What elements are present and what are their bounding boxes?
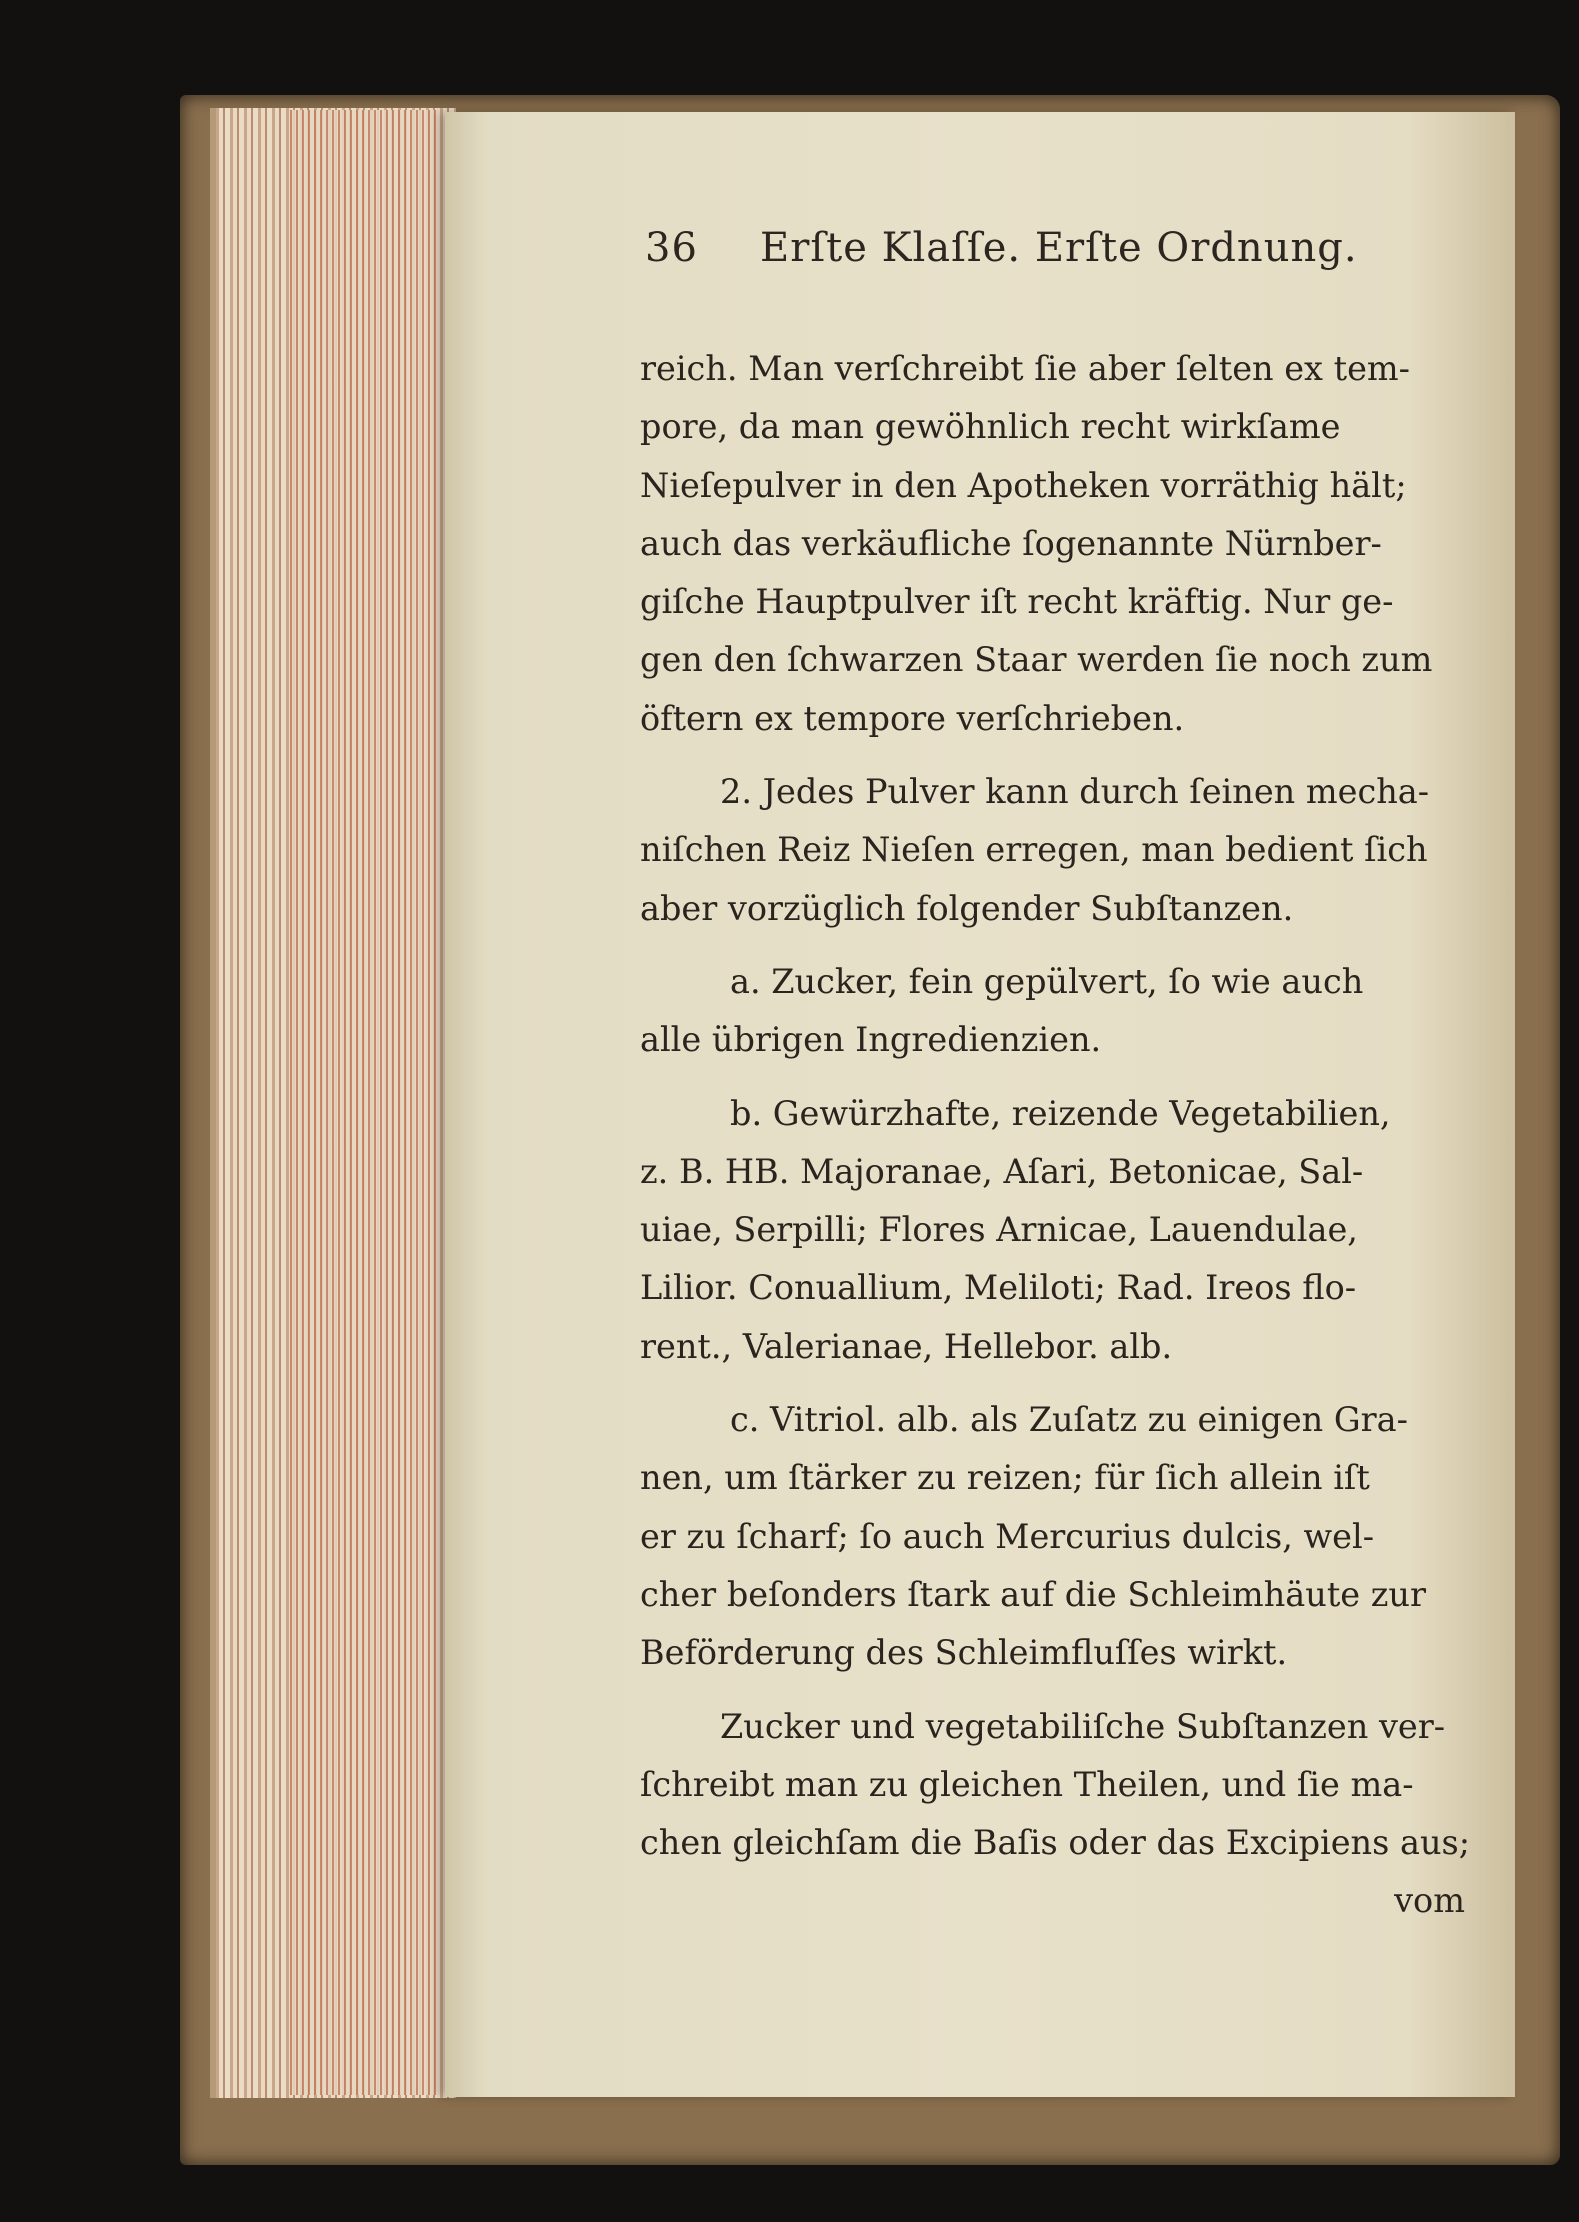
text-line: öftern ex tempore verſchrieben. bbox=[640, 698, 1185, 738]
paragraph bbox=[640, 340, 1465, 748]
text-line: 2. Jedes Pulver kann durch ſeinen mecha- bbox=[720, 772, 1430, 812]
text-line: reich. Man verſchreibt ſie aber ſelten ex tem- bbox=[640, 349, 1410, 388]
text-line: b. Gewürzhafte, reizende Vegetabilien, bbox=[730, 1093, 1391, 1133]
text-line: giſche Hauptpulver iſt recht kräftig. Nur ge- bbox=[640, 582, 1394, 622]
text-line: Zucker und vegetabiliſche Subſtanzen ver- bbox=[720, 1706, 1446, 1746]
text-line: chen gleichſam die Baſis oder das Excipiens aus; bbox=[640, 1823, 1470, 1863]
text-line: rent., Valerianae, Hellebor. alb. bbox=[640, 1326, 1173, 1366]
text-line: niſchen Reiz Nieſen erregen, man bedient ſich bbox=[640, 830, 1428, 870]
paragraph bbox=[640, 1391, 1465, 1682]
text-line: a. Zucker, fein gepülvert, ſo wie auch bbox=[730, 961, 1364, 1001]
catchword: vom bbox=[1394, 1881, 1465, 1921]
text-line: auch das verkäufliche ſogenannte Nürnber- bbox=[640, 523, 1382, 563]
text-line: aber vorzüglich folgender Subſtanzen. bbox=[640, 888, 1294, 928]
text-line: Lilior. Conuallium, Meliloti; Rad. Ireos flo- bbox=[640, 1268, 1357, 1308]
running-header bbox=[645, 225, 1365, 285]
text-line: uiae, Serpilli; Flores Arnicae, Lauendulae, bbox=[640, 1210, 1358, 1250]
text-line: ſchreibt man zu gleichen Theilen, und ſie ma- bbox=[640, 1764, 1414, 1804]
text-line: Beförderung des Schleimfluſſes wirkt. bbox=[640, 1633, 1288, 1673]
text-line: c. Vitriol. alb. als Zuſatz zu einigen Gra- bbox=[730, 1400, 1408, 1440]
text-line: alle übrigen Ingredienzien. bbox=[640, 1020, 1102, 1060]
text-block bbox=[640, 340, 1470, 1931]
paragraph bbox=[640, 1698, 1470, 1873]
text-line: gen den ſchwarzen Staar werden ſie noch zum bbox=[640, 640, 1433, 680]
text-line: nen, um ſtärker zu reizen; für ſich allein iſt bbox=[640, 1458, 1370, 1498]
text-line: z. B. HB. Majoranae, Aſari, Betonicae, Sal- bbox=[640, 1151, 1364, 1191]
page-number: 36 bbox=[645, 225, 698, 271]
paragraph bbox=[640, 953, 1465, 1070]
text-line: pore, da man gewöhnlich recht wirkſame bbox=[640, 407, 1341, 447]
red-page-edges bbox=[290, 110, 440, 2095]
paragraph bbox=[640, 1085, 1465, 1376]
text-line: Nieſepulver in den Apotheken vorräthig hält; bbox=[640, 465, 1407, 505]
paragraph bbox=[640, 763, 1465, 938]
text-line: er zu ſcharf; ſo auch Mercurius dulcis, wel- bbox=[640, 1516, 1375, 1556]
running-title: Erſte Klaſſe. Erſte Ordnung. bbox=[760, 225, 1358, 271]
text-line: cher beſonders ſtark auf die Schleimhäute zur bbox=[640, 1574, 1426, 1614]
